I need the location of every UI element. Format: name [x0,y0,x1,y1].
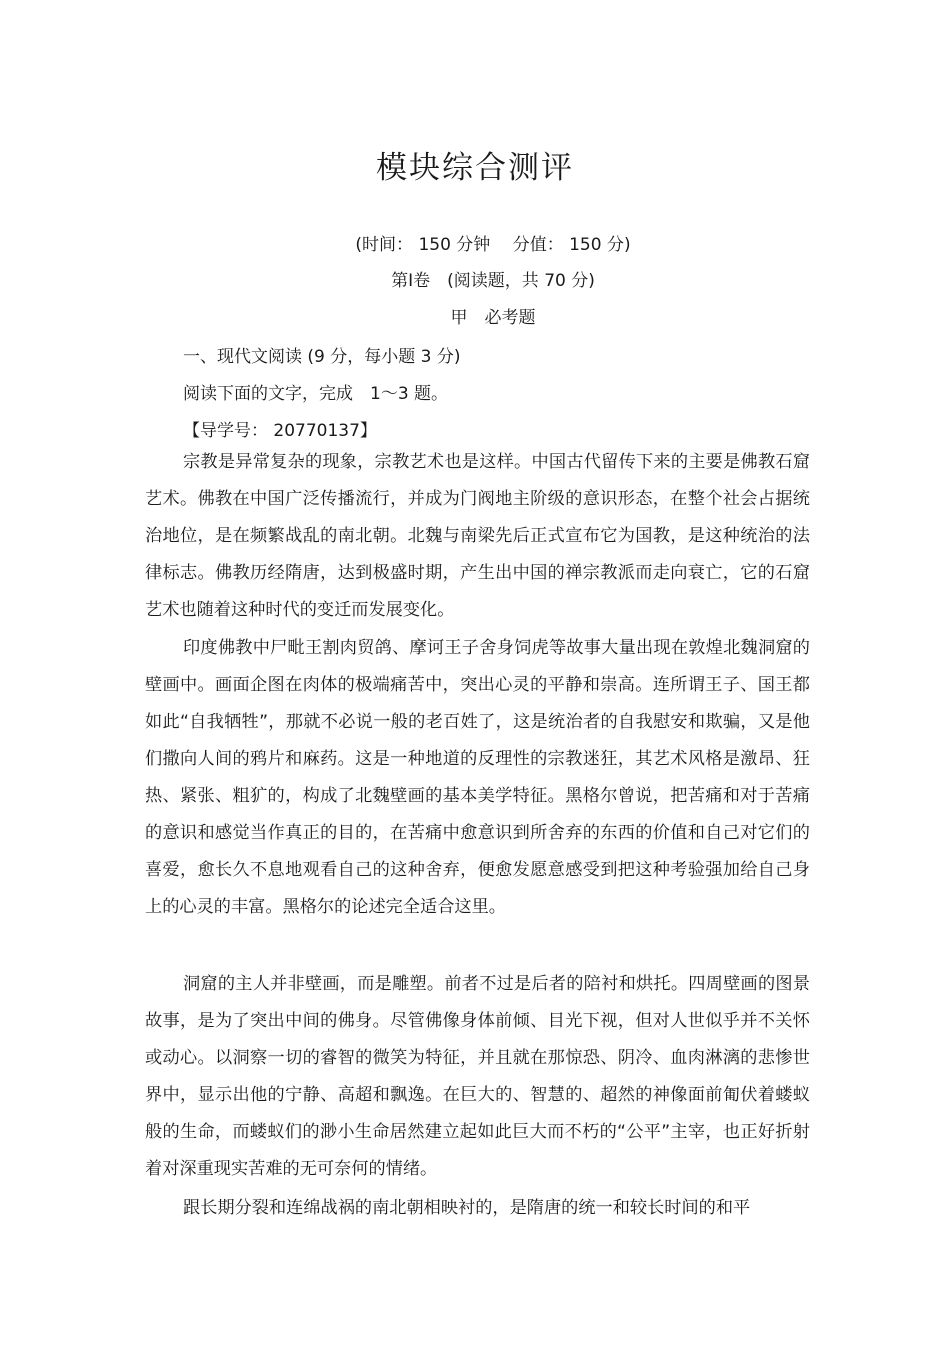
paragraph-1: 宗教是异常复杂的现象，宗教艺术也是这样。中国古代留传下来的主要是佛教石窟艺术。佛教在中国广泛传播流行，并成为门阀地主阶级的意识形态，在整个社会占据统治地位，是在频繁战乱的南北朝。北魏与南梁先后正式宣布它为国教，是这种统治的法律标志。佛教历经隋唐，达到极盛时期，产生出中国的禅宗教派而走向衰亡，它的石窟艺术也随着这种时代的变迁而发展变化。 [145,452,810,620]
part-heading: 一、现代文阅读 (9 分，每小题 3 分) [183,347,461,367]
doc-title: 模块综合测评 [376,150,574,186]
paragraph-4: 跟长期分裂和连绵战祸的南北朝相映衬的，是隋唐的统一和较长时间的和平 [183,1198,751,1218]
volume-heading: 第Ⅰ卷 (阅读题，共 70 分) [391,271,595,291]
paragraph-2: 印度佛教中尸毗王割肉贸鸽、摩诃王子舍身饲虎等故事大量出现在敦煌北魏洞窟的壁画中。画面企图在肉体的极端痛苦中，突出心灵的平静和崇高。连所谓王子、国王都如此“自我牺牲”，那就不必说一般的老百姓了，这是统治者的自我慰安和欺骗，又是他们撒向人间的鸦片和麻药。这是一种地道的反理性的宗教迷狂，其艺术风格是激昂、狂热、紧张、粗犷的，构成了北魏壁画的基本美学特征。黑格尔曾说，把苦痛和对于苦痛的意识和感觉当作真正的目的，在苦痛中愈意识到所舍弃的东西的价值和自己对它们的喜爱，愈长久不息地观看自己的这种舍弃，便愈发愿意感受到把这种考验强加给自己身上的心灵的丰富。黑格尔的论述完全适合这里。 [145,638,810,917]
section-heading: 甲 必考题 [450,308,536,328]
exam-meta: (时间： 150 分钟 分值： 150 分) [355,235,631,255]
guide-number: 【导学号： 20770137】 [183,421,377,441]
reading-instruction: 阅读下面的文字，完成 1～3 题。 [183,384,449,404]
paragraph-3: 洞窟的主人并非壁画，而是雕塑。前者不过是后者的陪衬和烘托。四周壁画的图景故事，是为了突出中间的佛身。尽管佛像身体前倾、目光下视，但对人世似乎并不关怀或动心。以洞察一切的睿智的微笑为特征，并且就在那惊恐、阴冷、血肉淋漓的悲惨世界中，显示出他的宁静、高超和飘逸。在巨大的、智慧的、超然的神像面前匍伏着蝼蚁般的生命，而蝼蚁们的渺小生命居然建立起如此巨大而不朽的“公平”主宰，也正好折射着对深重现实苦难的无可奈何的情绪。 [145,974,810,1179]
